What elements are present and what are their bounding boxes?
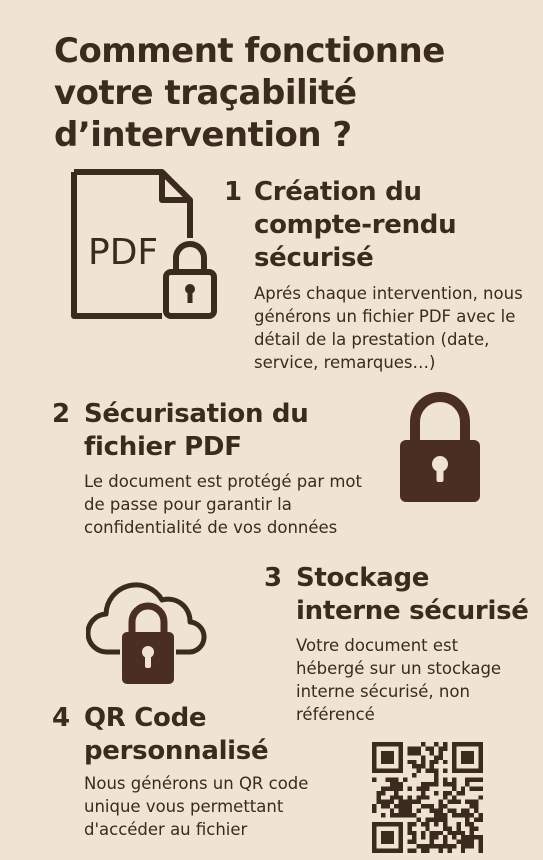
cloud-lock-icon bbox=[86, 576, 210, 688]
step-title: Sécurisation du fichier PDF bbox=[84, 399, 309, 462]
step-number: 2 bbox=[52, 399, 71, 429]
qr-code-icon bbox=[372, 742, 483, 853]
pdf-lock-icon bbox=[66, 168, 218, 324]
padlock-icon bbox=[398, 392, 482, 504]
step-description: Nous générons un QR code unique vous permettant d'accéder au fichier bbox=[84, 774, 309, 839]
step-number: 3 bbox=[264, 563, 283, 593]
step-title: QR Code personnalisé bbox=[84, 703, 269, 766]
step-title: Création du compte-rendu sécurisé bbox=[254, 177, 457, 273]
page-title: Comment fonctionne votre traçabilité d’intervention ? bbox=[54, 31, 445, 155]
step-description: Votre document est hébergé sur un stockage interne sécurisé, non référencé bbox=[296, 636, 502, 724]
step-description: Aprés chaque intervention, nous générons un fichier PDF avec le détail de la prestation (date, service, remarques…) bbox=[254, 284, 523, 372]
step-description: Le document est protégé par mot de passe pour garantir la confidentialité de vos données bbox=[84, 472, 362, 537]
step-number: 4 bbox=[52, 703, 71, 733]
pdf-icon-label: PDF bbox=[88, 232, 159, 273]
step-title: Stockage interne sécurisé bbox=[296, 563, 529, 626]
step-number: 1 bbox=[224, 177, 243, 207]
